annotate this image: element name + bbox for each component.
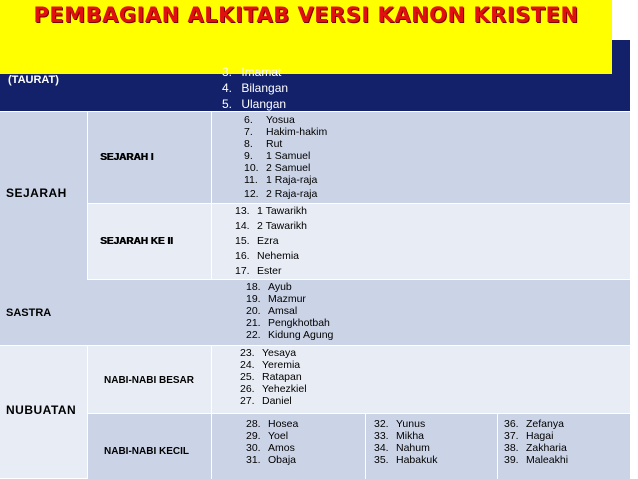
list-item: 35. Habakuk	[374, 454, 438, 466]
list-item: 28. Hosea	[246, 418, 299, 430]
sejarah1-label: SEJARAH I	[100, 152, 154, 163]
nabi-besar-label: NABI-NABI BESAR	[104, 375, 194, 386]
list-item: 16. Nehemia	[235, 250, 300, 262]
nabi-besar-book-list	[240, 347, 307, 407]
list-item: 3. Imamat	[222, 65, 282, 79]
list-item: 15. Ezra	[235, 235, 279, 247]
list-item: 29. Yoel	[246, 430, 289, 442]
list-item: 24. Yeremia	[240, 359, 301, 371]
sastra-book-list	[246, 281, 333, 341]
list-item: 26. Yehezkiel	[240, 383, 307, 395]
list-item: 39. Maleakhi	[504, 454, 569, 466]
list-item: 23. Yesaya	[240, 347, 297, 359]
list-item: 4. Bilangan	[222, 81, 289, 95]
list-item: 14. 2 Tawarikh	[235, 220, 307, 232]
list-item: 6. Yosua	[244, 114, 295, 126]
nabi-kecil-label: NABI-NABI KECIL	[104, 446, 189, 457]
list-item: 11. 1 Raja-raja	[244, 174, 318, 186]
sejarah1-book-list	[244, 114, 327, 200]
nubuatan-label: NUBUATAN	[6, 403, 77, 417]
sastra-label: SASTRA	[6, 307, 52, 319]
list-item: 31. Obaja	[246, 454, 297, 466]
list-item: 5. Ulangan	[222, 97, 287, 111]
list-item: 12. 2 Raja-raja	[244, 188, 318, 200]
list-item: 17. Ester	[235, 265, 282, 277]
list-item: 13. 1 Tawarikh	[235, 205, 307, 217]
list-item: 19. Mazmur	[246, 293, 306, 305]
list-item: 34. Nahum	[374, 442, 430, 454]
list-item: 18. Ayub	[246, 281, 292, 293]
list-item: 21. Pengkhotbah	[246, 317, 330, 329]
list-item: 20. Amsal	[246, 305, 298, 317]
list-item: 30. Amos	[246, 442, 295, 454]
list-item: 8. Rut	[244, 138, 283, 150]
taurat-book-list	[222, 64, 288, 112]
page-title: PEMBAGIAN ALKITAB VERSI KANON KRISTEN	[33, 3, 579, 27]
sejarah2-label: SEJARAH KE II	[100, 236, 173, 247]
list-item: 10. 2 Samuel	[244, 162, 311, 174]
list-item: 7. Hakim-hakim	[244, 126, 328, 138]
list-item: 38. Zakharia	[504, 442, 567, 454]
list-item: 25. Ratapan	[240, 371, 302, 383]
list-item: 33. Mikha	[374, 430, 425, 442]
list-item: 27. Daniel	[240, 395, 292, 407]
taurat-label: (TAURAT)	[8, 74, 59, 86]
list-item: 9. 1 Samuel	[244, 150, 311, 162]
list-item: 37. Hagai	[504, 430, 554, 442]
sejarah-label: SEJARAH	[6, 186, 67, 200]
list-item: 22. Kidung Agung	[246, 329, 334, 341]
nabi-kecil-col2-list	[374, 418, 437, 466]
list-item: 36. Zefanya	[504, 418, 564, 430]
list-item: 32. Yunus	[374, 418, 426, 430]
nabi-kecil-col1-list	[246, 418, 298, 466]
sejarah2-book-list	[235, 204, 307, 279]
nabi-kecil-col3-list	[504, 418, 568, 466]
